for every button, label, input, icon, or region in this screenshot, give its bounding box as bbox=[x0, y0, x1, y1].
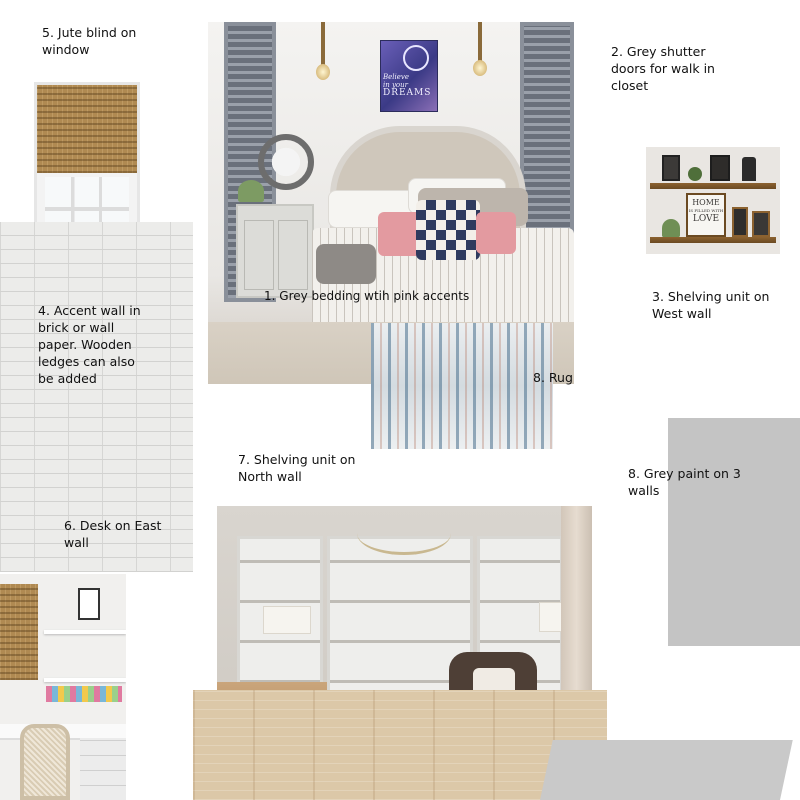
note-jute-blind: 5. Jute blind on window bbox=[42, 25, 137, 57]
photo-frame bbox=[662, 155, 680, 181]
nightstand bbox=[236, 204, 314, 298]
small-plant bbox=[688, 167, 702, 181]
sign-line-1: HOME bbox=[692, 198, 720, 207]
decorative-ring-ornament bbox=[258, 134, 314, 190]
craft-supplies bbox=[46, 686, 122, 702]
poster-text bbox=[383, 73, 435, 97]
succulent bbox=[662, 219, 680, 237]
geometric-pillow bbox=[416, 200, 480, 260]
note-shelving-north: 7. Shelving unit on North wall bbox=[238, 452, 356, 484]
note-desk: 6. Desk on East wall bbox=[64, 518, 162, 550]
dreamcatcher-poster bbox=[380, 40, 438, 112]
wall-shelf bbox=[44, 630, 126, 634]
table-lamp-left bbox=[263, 606, 311, 634]
pendant-bulb-right bbox=[473, 60, 487, 76]
photo-frame-4 bbox=[752, 211, 770, 237]
dreamcatcher-ring bbox=[403, 45, 429, 71]
wooden-ledge-top bbox=[650, 183, 776, 189]
sign-line-2: IS FILLED WITH bbox=[688, 208, 724, 213]
lantern bbox=[742, 157, 756, 181]
photo-frame-2 bbox=[710, 155, 730, 181]
shutter-door-right bbox=[520, 22, 574, 242]
desk-jute-blind bbox=[0, 584, 38, 680]
note-bedding: 1. Grey bedding wtih pink accents bbox=[264, 289, 470, 303]
grey-paint-swatch bbox=[668, 418, 800, 646]
photo-frame-3 bbox=[732, 207, 748, 237]
note-shutters: 2. Grey shutter doors for walk in closet bbox=[611, 44, 715, 93]
nightstand-door-right bbox=[278, 220, 308, 290]
art-frame bbox=[78, 588, 100, 620]
desk-photo bbox=[0, 574, 126, 800]
potted-plant bbox=[238, 180, 264, 202]
pendant-light-right bbox=[478, 22, 482, 62]
drawer-unit bbox=[80, 738, 126, 800]
west-shelving-photo bbox=[646, 147, 780, 254]
note-accent-wall: 4. Accent wall in brick or wall paper. Wooden ledges can also be added bbox=[38, 303, 141, 386]
poster-line-3: DREAMS bbox=[383, 88, 432, 98]
poster-line-2: in your bbox=[383, 81, 408, 89]
pink-pillow-right bbox=[476, 212, 516, 254]
jute-blind bbox=[37, 85, 137, 173]
home-love-sign bbox=[686, 193, 726, 237]
cane-chair bbox=[20, 724, 70, 800]
note-rug: 8. Rug bbox=[533, 370, 573, 385]
grey-throw-blanket bbox=[316, 244, 376, 284]
sign-line-3: LOVE bbox=[692, 214, 720, 224]
rug-image bbox=[371, 323, 553, 449]
pendant-bulb-left bbox=[316, 64, 330, 80]
grey-tile-sample bbox=[540, 740, 793, 800]
chandelier bbox=[357, 512, 451, 555]
nightstand-door-left bbox=[244, 220, 274, 290]
pendant-light-left bbox=[321, 22, 325, 66]
note-shelving-west: 3. Shelving unit on West wall bbox=[652, 289, 770, 321]
wall-shelf-2 bbox=[44, 678, 126, 682]
note-paint: 8. Grey paint on 3 walls bbox=[628, 466, 741, 498]
poster-line-1: Believe bbox=[383, 73, 410, 81]
wooden-ledge-bottom bbox=[650, 237, 776, 243]
